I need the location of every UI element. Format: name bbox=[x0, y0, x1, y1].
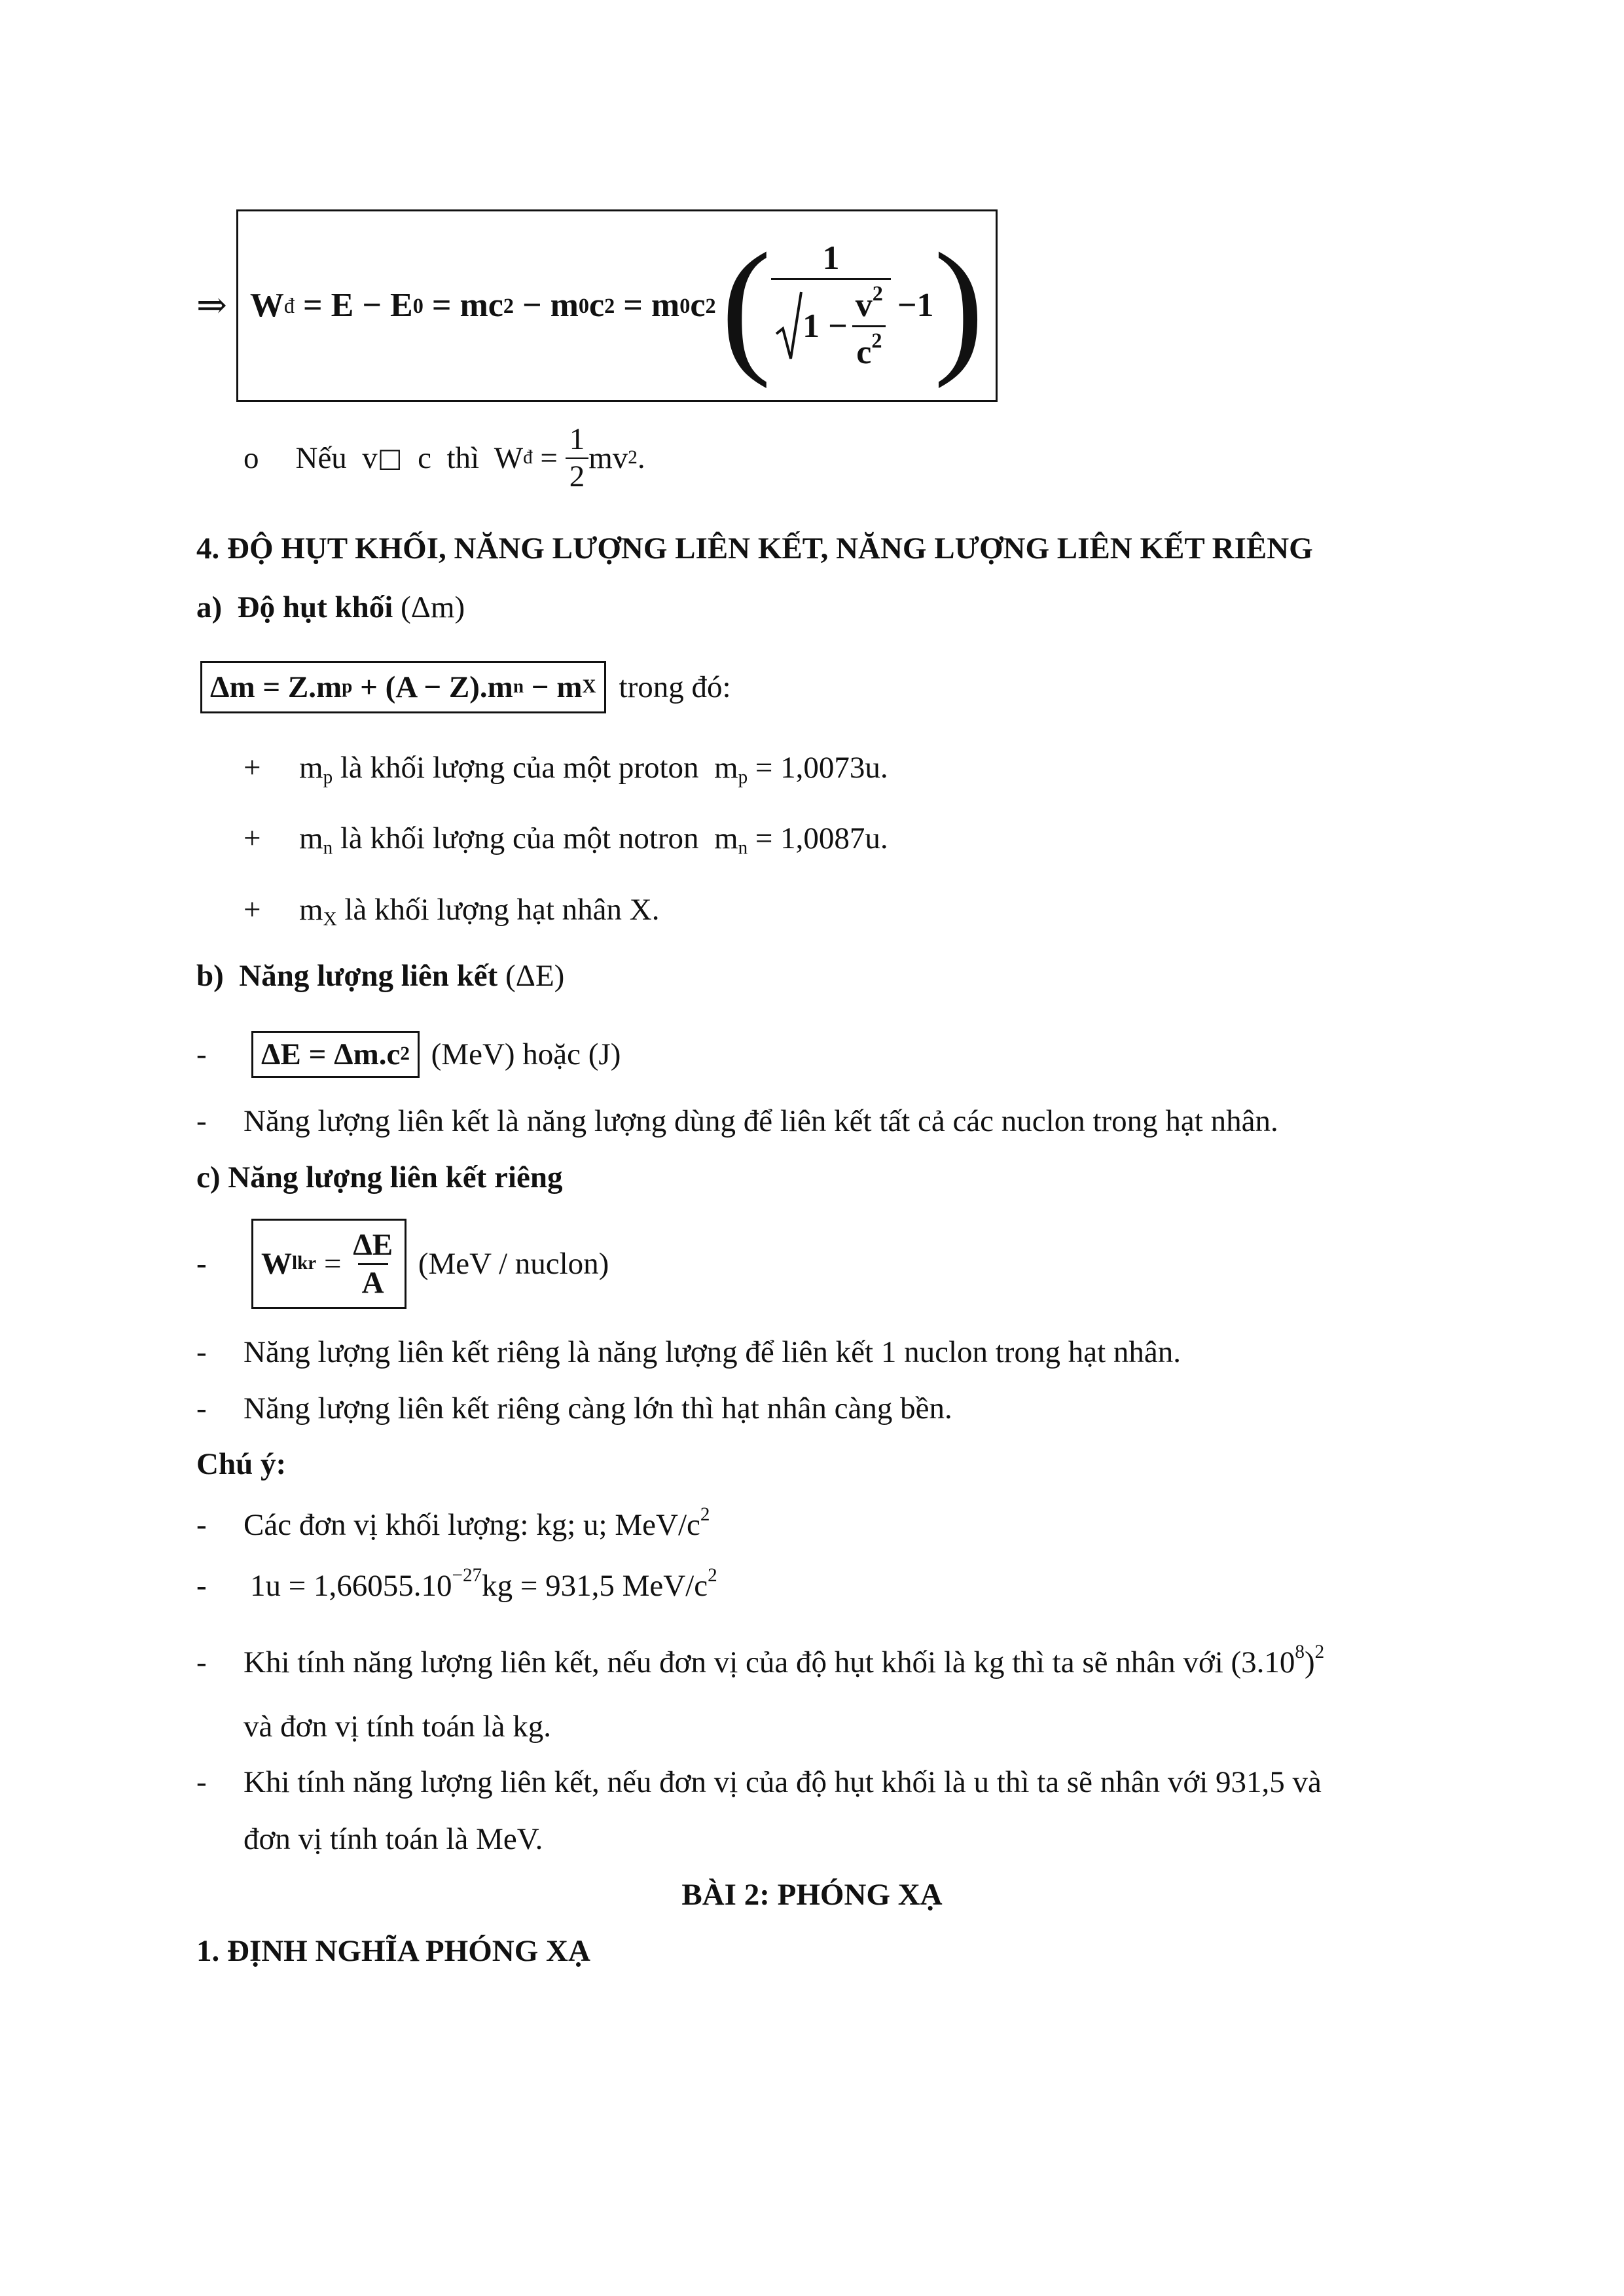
implies-arrow: ⇒ bbox=[196, 285, 227, 326]
u-note-line-1: - Khi tính năng lượng liên kết, nếu đơn vị của độ hụt khối là u thì ta sẽ nhân với 931,5 và bbox=[196, 1765, 1322, 1799]
specific-binding-formula: - W lkr = $\frac{\Delta E}{A}$ (MeV / nuclon) bbox=[196, 1219, 609, 1309]
unknown-glyph-icon: □ bbox=[377, 443, 403, 473]
mass-item-nucleus: + $m_X$ là khối lượng hạt nhân X. bbox=[244, 893, 660, 930]
circle-bullet: o bbox=[244, 440, 259, 475]
left-paren: ( bbox=[721, 222, 772, 389]
unit-conversion-line: - $1u = 1,66055.10^{-27}kg = 931,5$ MeV/$c^2$ bbox=[196, 1565, 717, 1603]
specific-binding-note-2: - Năng lượng liên kết riêng càng lớn thì hạt nhân càng bền. bbox=[196, 1391, 952, 1426]
kg-note-line-1: - Khi tính năng lượng liên kết, nếu đơn vị của độ hụt khối là kg thì ta sẽ nhân với $(3.10^8)^2$ bbox=[196, 1641, 1325, 1679]
mass-units-line: - Các đơn vị khối lượng: kg; u; MeV/$c^2$ bbox=[196, 1504, 710, 1542]
mass-defect-formula: Δm = Z.m p + (A − Z).m n − m X trong đó: bbox=[200, 661, 731, 713]
right-paren: ) bbox=[933, 222, 984, 389]
low-speed-note: o Nếu v □ c thì W đ = $\frac{1}{2}$ mv 2 . bbox=[244, 422, 645, 493]
kg-note-line-2: và đơn vị tính toán là kg. bbox=[244, 1710, 551, 1744]
subsection-c-heading: c) Năng lượng liên kết riêng bbox=[196, 1160, 563, 1194]
lesson-2-title: BÀI 2: PHÓNG XẠ bbox=[681, 1878, 943, 1912]
binding-energy-formula: - ΔE = Δm.c 2 (MeV) hoặc (J) bbox=[196, 1031, 621, 1078]
section-1-heading: 1. ĐỊNH NGHĨA PHÓNG XẠ bbox=[196, 1934, 590, 1968]
specific-binding-note-1: - Năng lượng liên kết riêng là năng lượng để liên kết 1 nuclon trong hạt nhân. bbox=[196, 1335, 1181, 1369]
mass-item-proton: + $m_p$ là khối lượng của một proton $m_p = 1,0073u$. bbox=[244, 751, 888, 788]
lorentz-fraction: 1 1 − $\frac{v^2}{c^2}$ bbox=[771, 242, 891, 370]
binding-energy-note: - Năng lượng liên kết là năng lượng dùng để liên kết tất cả các nuclon trong hạt nhân. bbox=[196, 1104, 1278, 1138]
kinetic-energy-box: W đ = E − E 0 = mc 2 − m 0 c 2 = m 0 c 2 ( 1 1 − $\frac{v^2}{c^2}$ −1 ) bbox=[236, 209, 998, 402]
section-4-heading: 4. ĐỘ HỤT KHỐI, NĂNG LƯỢNG LIÊN KẾT, NĂNG LƯỢNG LIÊN KẾT RIÊNG bbox=[196, 531, 1313, 565]
subsection-a-heading: a) Độ hụt khối (Δm) bbox=[196, 590, 465, 624]
kinetic-energy-formula bbox=[196, 209, 998, 402]
subsection-b-heading: b) Năng lượng liên kết (ΔE) bbox=[196, 959, 565, 993]
u-note-line-2: đơn vị tính toán là MeV. bbox=[244, 1822, 543, 1856]
note-heading: Chú ý: bbox=[196, 1447, 287, 1481]
sqrt-sign-icon bbox=[775, 291, 803, 363]
mass-item-neutron: + $m_n$ là khối lượng của một notron $m_n = 1,0087u$. bbox=[244, 821, 888, 859]
